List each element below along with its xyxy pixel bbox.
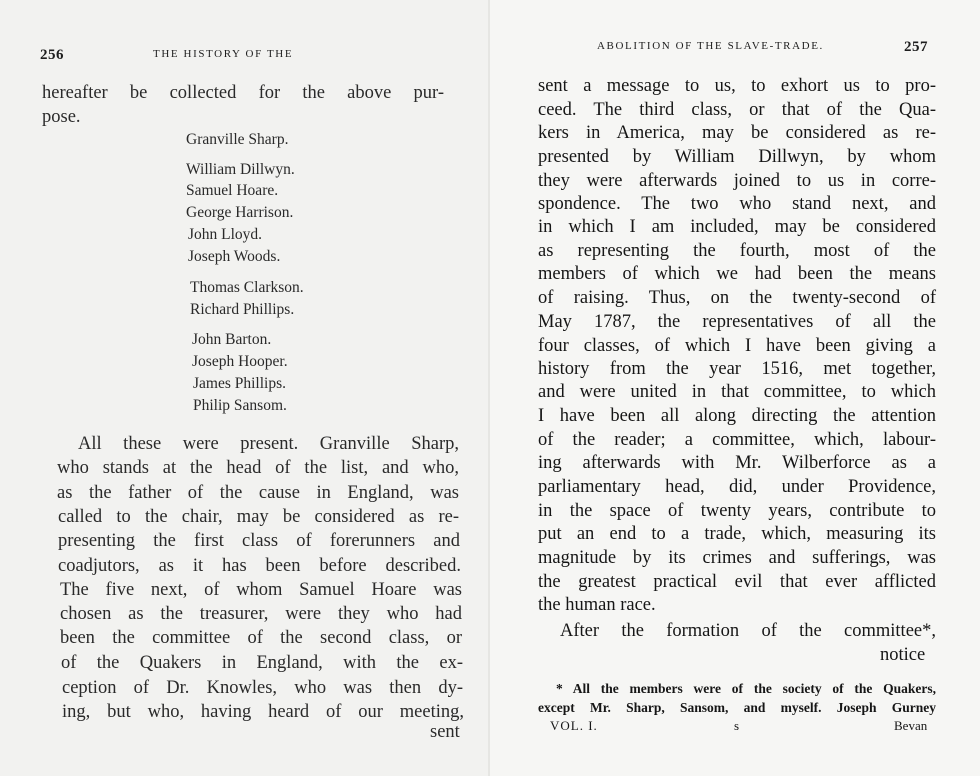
text-line: the human race. [538, 595, 656, 615]
committee-name: John Barton. [192, 331, 272, 348]
text-line: pose. [42, 107, 81, 127]
text-line: hereafter be collected for the above pur- [42, 83, 444, 103]
text-line: ing, but who, having heard of our meeting, [62, 702, 464, 722]
text-line: I have been all along directing the attention [538, 406, 936, 426]
text-line: called to the chair, may be considered as re- [58, 507, 459, 527]
catchword: notice [880, 645, 926, 665]
committee-name: George Harrison. [186, 204, 294, 221]
committee-name: Joseph Hooper. [192, 353, 288, 370]
committee-name: Joseph Woods. [188, 248, 281, 265]
text-line: in the space of twenty years, contribute to [538, 501, 936, 521]
text-line: and were united in that committee, to which [538, 382, 936, 402]
text-line: kers in America, may be considered as re- [538, 123, 936, 143]
text-line: as representing the fourth, most of the [538, 241, 936, 261]
text-line: of the Quakers in England, with the ex- [61, 653, 463, 673]
page-number: 256 [40, 47, 64, 63]
footnote-line: except Mr. Sharp, Sansom, and myself. Joseph Gurney [538, 700, 936, 715]
committee-name: Richard Phillips. [190, 301, 295, 318]
committee-name: William Dillwyn. [186, 161, 295, 178]
page-number: 257 [904, 39, 928, 55]
text-line: All these were present. Granville Sharp, [78, 434, 459, 454]
text-line: After the formation of the committee*, [560, 621, 936, 641]
running-head: ABOLITION OF THE SLAVE-TRADE. [597, 40, 824, 52]
text-line: ception of Dr. Knowles, who was then dy- [62, 678, 463, 698]
catchword: sent [430, 722, 460, 742]
text-line: four classes, of which I have been giving a [538, 336, 936, 356]
right-page [490, 0, 980, 776]
text-line: ceed. The third class, or that of the Qua- [538, 100, 936, 120]
text-line: in which I am included, may be considered [538, 217, 936, 237]
volume-signature: VOL. I. [550, 718, 598, 733]
text-line: presenting the first class of forerunners and [58, 531, 460, 551]
text-line: of raising. Thus, on the twenty-second of [538, 288, 936, 308]
text-line: sent a message to us, to exhort us to pro- [538, 76, 936, 96]
signature-mark: s [734, 718, 741, 733]
text-line: been the committee of the second class, or [60, 628, 462, 648]
committee-name: Samuel Hoare. [186, 182, 279, 199]
text-line: May 1787, the representatives of all the [538, 312, 936, 332]
committee-name: Philip Sansom. [193, 397, 287, 414]
committee-name: John Lloyd. [188, 226, 263, 243]
text-line: spondence. The two who stand next, and [538, 194, 936, 214]
text-line: chosen as the treasurer, were they who had [60, 604, 462, 624]
text-line: who stands at the head of the list, and who, [57, 458, 459, 478]
text-line: as the father of the cause in England, was [57, 483, 459, 503]
text-line: ing afterwards with Mr. Wilberforce as a [538, 453, 936, 473]
text-line: history from the year 1516, met together, [538, 359, 936, 379]
text-line: parliamentary head, did, under Providence, [538, 477, 936, 497]
running-head: THE HISTORY OF THE [153, 48, 294, 60]
committee-name: Thomas Clarkson. [190, 279, 304, 296]
text-line: the greatest practical evil that ever afflicted [538, 572, 936, 592]
text-line: The five next, of whom Samuel Hoare was [60, 580, 462, 600]
committee-name: Granville Sharp. [186, 131, 289, 148]
text-line: put an end to a trade, which, measuring its [538, 524, 936, 544]
text-line: coadjutors, as it has been before described. [58, 556, 461, 576]
text-line: presented by William Dillwyn, by whom [538, 147, 936, 167]
catchword: Bevan [894, 718, 928, 733]
text-line: members of which we had been the means [538, 264, 936, 284]
committee-name: James Phillips. [193, 375, 287, 392]
footnote-line: * All the members were of the society of the Quakers, [556, 681, 936, 696]
text-line: of the reader; a committee, which, labour- [538, 430, 936, 450]
text-line: magnitude by its crimes and sufferings, was [538, 548, 936, 568]
text-line: they were afterwards joined to us in corre- [538, 171, 936, 191]
